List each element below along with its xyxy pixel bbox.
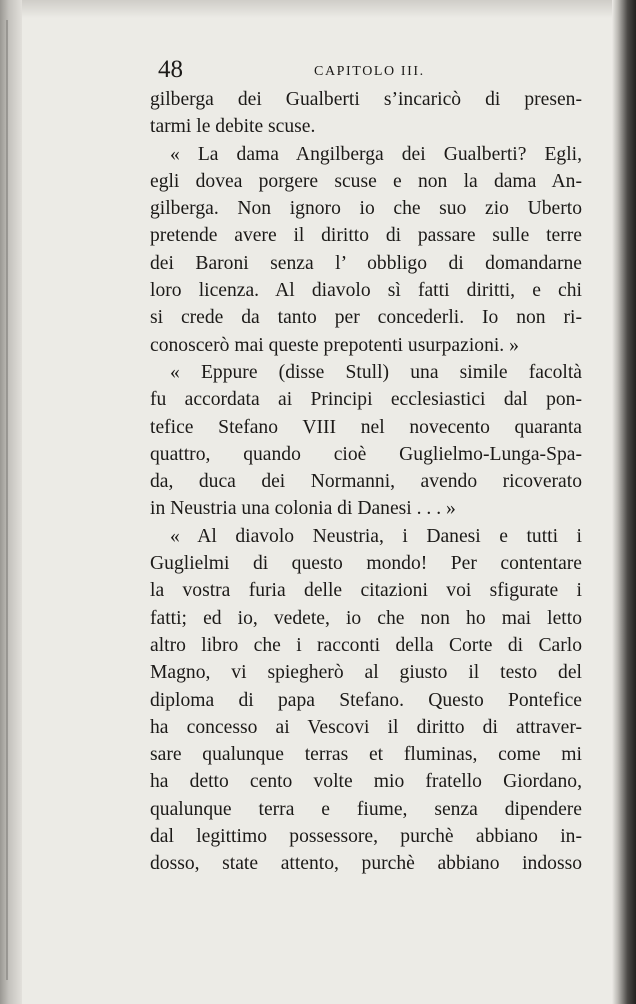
text-line: conoscerò mai queste prepotenti usurpazioni. » bbox=[150, 334, 519, 356]
binding-line bbox=[6, 20, 8, 980]
text-line: gilberga dei Gualberti s’incaricò di presen- bbox=[150, 89, 582, 110]
text-line: dal legittimo possessore, purchè abbiano in- bbox=[150, 826, 582, 848]
page-right-edge-shadow bbox=[612, 0, 636, 1004]
text-line: loro licenza. Al diavolo sì fatti diritti, e chi bbox=[150, 280, 582, 302]
text-line: da, duca dei Normanni, avendo ricoverato bbox=[150, 471, 582, 493]
text-line: Guglielmi di questo mondo! Per contentare bbox=[150, 553, 582, 575]
text-line: altro libro che i racconti della Corte di Carlo bbox=[150, 634, 582, 656]
text-line: « La dama Angilberga dei Gualberti? Egli, bbox=[170, 143, 582, 165]
text-line: la vostra furia delle citazioni voi sfigurate i bbox=[150, 580, 582, 602]
page-top-shadow bbox=[0, 0, 636, 18]
text-line: fatti; ed io, vedete, io che non ho mai letto bbox=[150, 607, 582, 629]
text-line: egli dovea porgere scuse e non la dama An- bbox=[150, 170, 582, 192]
text-line: « Eppure (disse Stull) una simile facoltà bbox=[170, 361, 582, 383]
body-text bbox=[150, 86, 582, 878]
text-line: tefice Stefano VIII nel novecento quaranta bbox=[150, 416, 582, 438]
page-header bbox=[158, 55, 578, 89]
text-line: pretende avere il diritto di passare sulle terre bbox=[150, 225, 582, 247]
text-line: gilberga. Non ignoro io che suo zio Uberto bbox=[150, 198, 582, 220]
text-line: sare qualunque terras et fluminas, come mi bbox=[150, 744, 582, 766]
page-left-gutter bbox=[0, 0, 22, 1004]
page-number: 48 bbox=[158, 56, 183, 83]
text-line: qualunque terra e fiume, senza dipendere bbox=[150, 798, 582, 820]
text-line: si crede da tanto per concederli. Io non ri- bbox=[150, 307, 582, 329]
text-line: dei Baroni senza l’ obbligo di domandarne bbox=[150, 252, 582, 274]
text-line: diploma di papa Stefano. Questo Pontefice bbox=[150, 689, 582, 711]
text-line: quattro, quando cioè Guglielmo-Lunga-Spa- bbox=[150, 443, 582, 465]
text-line: fu accordata ai Principi ecclesiastici dal pon- bbox=[150, 389, 582, 411]
text-line: ha detto cento volte mio fratello Giordano, bbox=[150, 771, 582, 793]
text-line: ha concesso ai Vescovi il diritto di attraver- bbox=[150, 716, 582, 738]
text-line: « Al diavolo Neustria, i Danesi e tutti i bbox=[170, 525, 582, 547]
text-line: in Neustria una colonia di Danesi . . . » bbox=[150, 498, 456, 520]
text-line: tarmi le debite scuse. bbox=[150, 116, 316, 138]
text-line: Magno, vi spiegherò al giusto il testo del bbox=[150, 662, 582, 684]
text-line: dosso, state attento, purchè abbiano indosso bbox=[150, 853, 582, 875]
running-head: CAPITOLO III. bbox=[314, 64, 425, 79]
